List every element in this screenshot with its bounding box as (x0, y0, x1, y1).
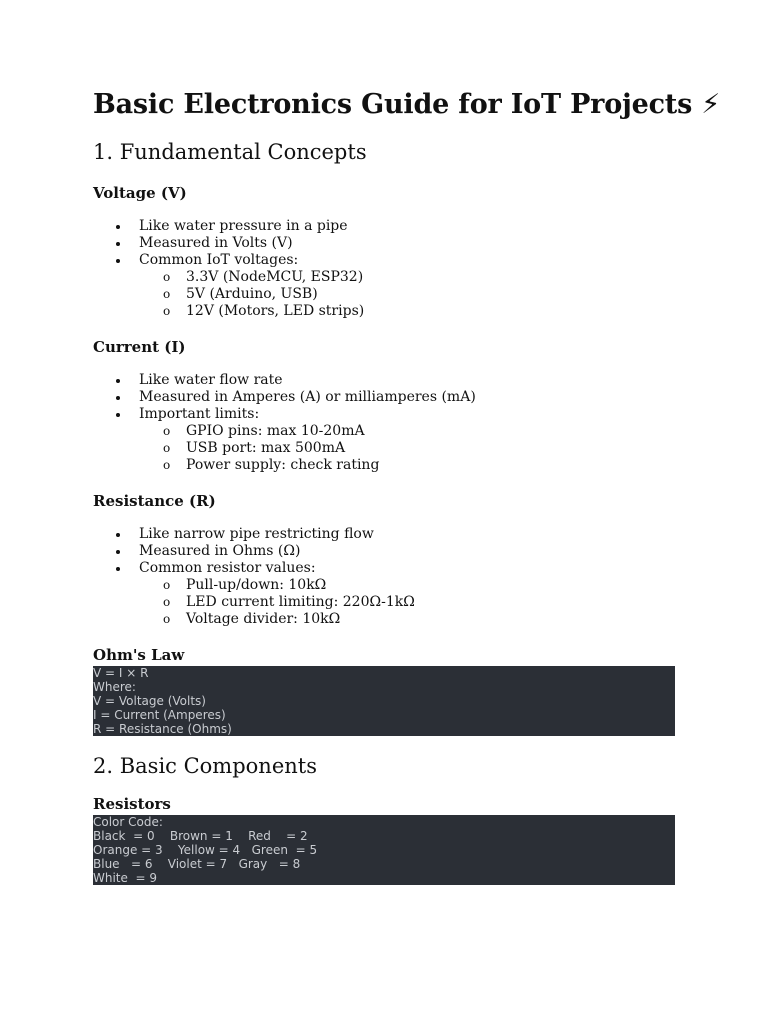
subheading-current: Current (I) (93, 338, 186, 356)
resistance-list (93, 526, 675, 628)
sublist-item: o LED current limiting: 220Ω-1kΩ (139, 594, 675, 611)
subheading-resistance: Resistance (R) (93, 492, 216, 510)
document-title (93, 86, 721, 124)
code-block-color-code: Color Code: Black = 0 Brown = 1 Red = 2 Orange = 3 Yellow = 4 Green = 5 Blue = 6 Violet = 7 Gray = 8 White = 9 (93, 815, 675, 885)
section-heading-basic-components: 2. Basic Components (93, 754, 317, 778)
list-item: Measured in Ohms (Ω) (93, 543, 675, 560)
list-item-text: Common IoT voltages: (139, 252, 299, 268)
list-item-text: Important limits: (139, 406, 260, 422)
list-item: Measured in Volts (V) (93, 235, 675, 252)
subheading-ohms-law: Ohm's Law (93, 646, 185, 664)
list-item-text: Common resistor values: (139, 560, 316, 576)
sublist-item: o 5V (Arduino, USB) (139, 286, 675, 303)
section-heading-fundamental-concepts: 1. Fundamental Concepts (93, 140, 367, 164)
sublist-item: o 12V (Motors, LED strips) (139, 303, 675, 320)
list-item: Like water pressure in a pipe (93, 218, 675, 235)
sublist-item: o Voltage divider: 10kΩ (139, 611, 675, 628)
list-item: Like narrow pipe restricting flow (93, 526, 675, 543)
list-item (93, 252, 675, 320)
lightning-icon: ⚡ (701, 89, 721, 120)
voltage-sublist (139, 269, 675, 320)
current-list (93, 372, 675, 474)
sublist-item: o Pull-up/down: 10kΩ (139, 577, 675, 594)
subheading-resistors: Resistors (93, 795, 171, 813)
voltage-list (93, 218, 675, 320)
list-item: Like water flow rate (93, 372, 675, 389)
list-item (93, 406, 675, 474)
list-item (93, 560, 675, 628)
list-item: Measured in Amperes (A) or milliamperes (mA) (93, 389, 675, 406)
sublist-item: o USB port: max 500mA (139, 440, 675, 457)
subheading-voltage: Voltage (V) (93, 184, 187, 202)
resistance-sublist (139, 577, 675, 628)
document-content (93, 86, 721, 885)
code-block-ohms-law: V = I × R Where: V = Voltage (Volts) I = Current (Amperes) R = Resistance (Ohms) (93, 666, 675, 736)
document-title-text: Basic Electronics Guide for IoT Projects (93, 89, 693, 120)
current-sublist (139, 423, 675, 474)
sublist-item: o GPIO pins: max 10-20mA (139, 423, 675, 440)
sublist-item: o Power supply: check rating (139, 457, 675, 474)
sublist-item: o 3.3V (NodeMCU, ESP32) (139, 269, 675, 286)
